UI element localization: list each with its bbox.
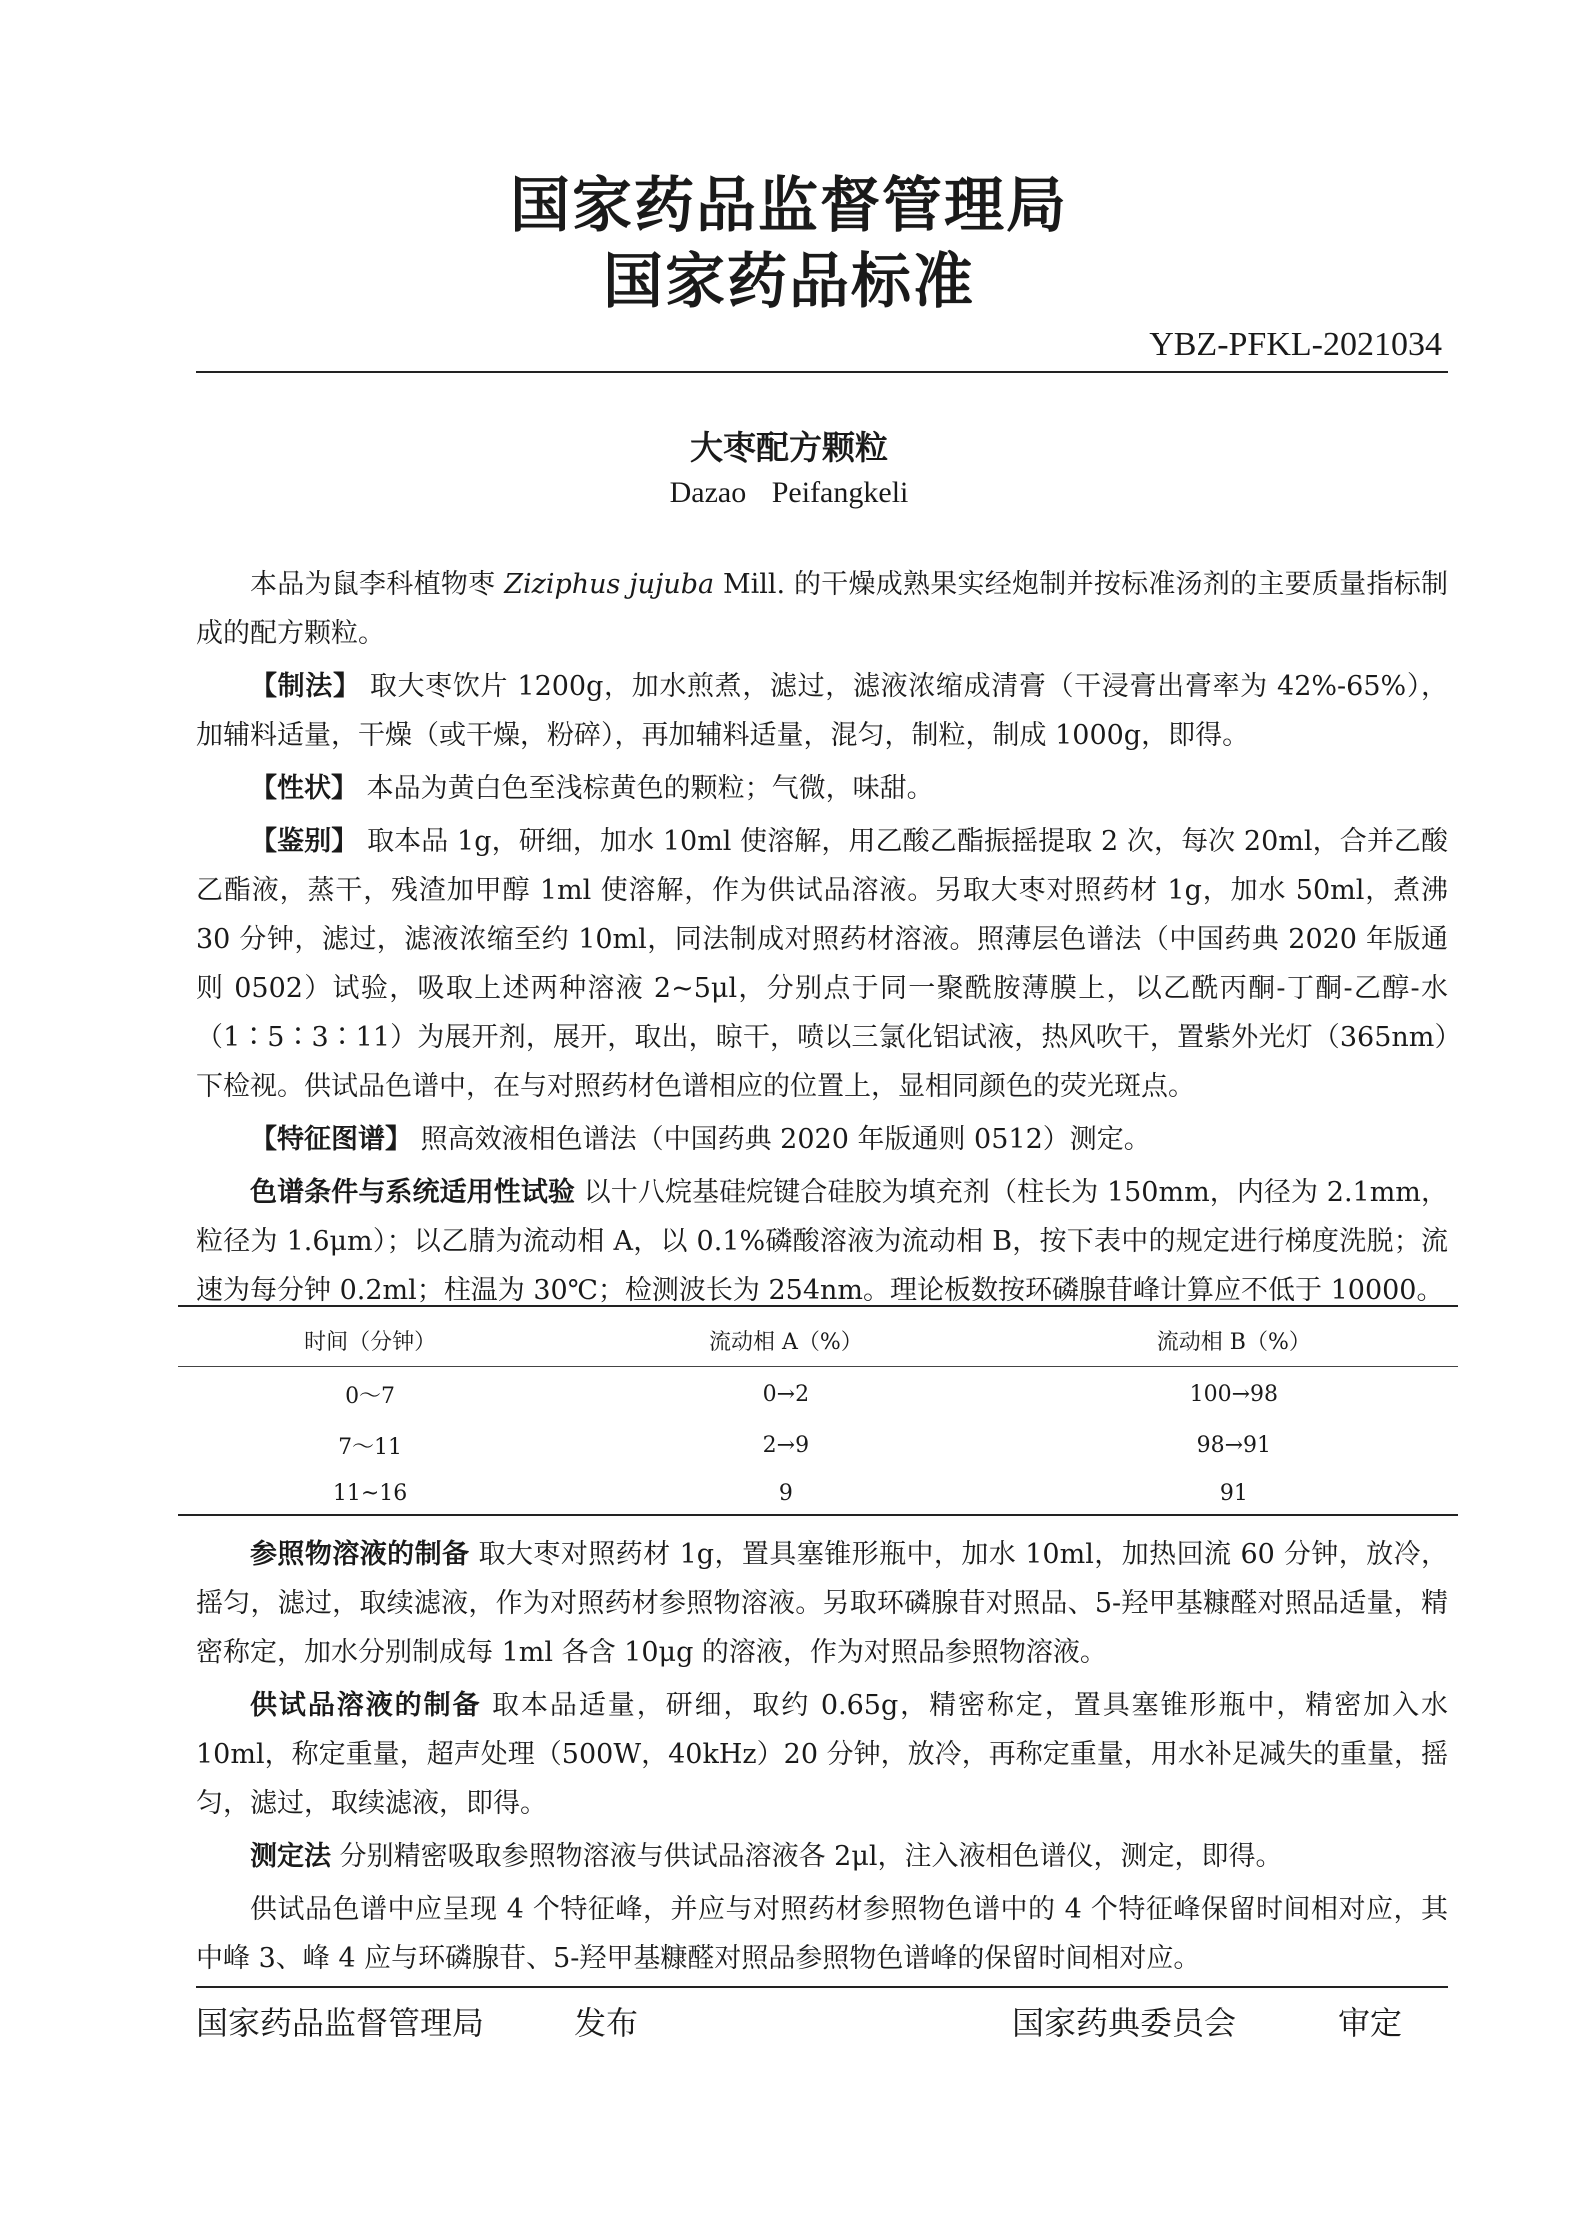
fingerprint-label: 【特征图谱】	[250, 1124, 412, 1155]
table-row	[178, 1469, 1458, 1515]
table-cell: 100→98	[1189, 1382, 1279, 1407]
standard-code: YBZ-PFKL-2021034	[1149, 326, 1442, 363]
test-solution-label: 供试品溶液的制备	[250, 1690, 482, 1721]
table-cell: 0→2	[762, 1382, 810, 1407]
standard-title: 国家药品标准	[603, 247, 975, 317]
method-label: 【制法】	[250, 671, 361, 702]
table-header-row	[178, 1306, 1458, 1367]
character-label: 【性状】	[250, 773, 358, 804]
character-paragraph: 【性状】 本品为黄白色至浅棕黄色的颗粒；气微，味甜。	[250, 773, 934, 804]
table-cell: 2→9	[762, 1433, 810, 1458]
latin-name: Ziziphus jujuba	[504, 569, 715, 600]
footer-publisher: 国家药品监督管理局	[196, 2004, 485, 2042]
table-cell: 98→91	[1196, 1433, 1272, 1458]
identification-label: 【鉴别】	[250, 826, 359, 857]
identification-paragraph: 【鉴别】 取本品 1g，研细，加水 10ml 使溶解，用乙酸乙酯振摇提取 2 次，每次 20ml，合并乙酸乙酯液，蒸干，残渣加甲醇 1ml 使溶解，作为供试品溶液。另取大枣对照药材 1g，加水 50ml，煮沸 30 分钟，滤过，滤液浓缩至约 10ml，同法制成对照药材溶液。照薄层色谱法（中国药典 2020 年版通则 0502）试验，吸取上述两种溶液 2~5μl，分别点于同一聚酰胺薄膜上，以乙酰丙酮-丁酮-乙醇-水（1∶5∶3∶11）为展开剂，展开，取出，晾干，喷以三氯化铝试液，热风吹干，置紫外光灯（365nm）下检视。供试品色谱中，在与对照药材色谱相应的位置上，显相同颜色的荧光斑点。	[196, 826, 1449, 1102]
conclusion-paragraph: 供试品色谱中应呈现 4 个特征峰，并应与对照药材参照物色谱中的 4 个特征峰保留时间相对应，其中峰 3、峰 4 应与环磷腺苷、5-羟甲基糠醛对照品参照物色谱峰的保留时间相对应。	[196, 1894, 1448, 1974]
fingerprint-paragraph: 【特征图谱】 照高效液相色谱法（中国药典 2020 年版通则 0512）测定。	[250, 1124, 1151, 1155]
intro-paragraph: 本品为鼠李科植物枣 Ziziphus jujuba Mill. 的干燥成熟果实经炮制并按标准汤剂的主要质量指标制成的配方颗粒。	[196, 569, 1448, 649]
body-lower	[196, 1530, 1448, 1987]
reference-solution-paragraph: 参照物溶液的制备 取大枣对照药材 1g，置具塞锥形瓶中，加水 10ml，加热回流 60 分钟，放冷，摇匀，滤过，取续滤液，作为对照药材参照物溶液。另取环磷腺苷对照品、5-羟甲基糠醛对照品适量，精密称定，加水分别制成每 1ml 各含 10μg 的溶液，作为对照品参照物溶液。	[196, 1539, 1449, 1668]
table-cell: 7～11	[338, 1435, 403, 1460]
table-row	[178, 1367, 1458, 1419]
footer-reviewer: 国家药典委员会	[1012, 2004, 1237, 2042]
table-cell: 91	[1010, 1469, 1458, 1515]
test-solution-paragraph: 供试品溶液的制备 取本品适量，研细，取约 0.65g，精密称定，置具塞锥形瓶中，精密加入水 10ml，称定重量，超声处理（500W，40kHz）20 分钟，放冷，再称定重量，用水补足减失的重量，摇匀，滤过，取续滤液，即得。	[196, 1690, 1448, 1819]
chromatography-paragraph: 色谱条件与系统适用性试验 以十八烷基硅烷键合硅胶为填充剂（柱长为 150mm，内径为 2.1mm，粒径为 1.6μm）；以乙腈为流动相 A，以 0.1%磷酸溶液为流动相 B，按下表中的规定进行梯度洗脱；流速为每分钟 0.2ml；柱温为 30℃；检测波长为 254nm。理论板数按环磷腺苷峰计算应不低于 10000。	[196, 1177, 1448, 1306]
footer-publish-label: 发布	[574, 2004, 639, 2042]
chromatography-label: 色谱条件与系统适用性试验	[250, 1177, 576, 1208]
assay-label: 测定法	[250, 1841, 331, 1872]
column-header-time: 时间（分钟）	[178, 1306, 562, 1367]
table-cell: 0～7	[345, 1384, 396, 1409]
footer-rule	[196, 1986, 1448, 1988]
column-header-phase-b: 流动相 B（%）	[1010, 1306, 1458, 1367]
issuing-agency-title: 国家药品监督管理局	[510, 171, 1068, 241]
product-name-cn: 大枣配方颗粒	[690, 428, 888, 467]
product-name-pinyin: Dazao Peifangkeli	[669, 476, 909, 509]
column-header-phase-a: 流动相 A（%）	[562, 1306, 1010, 1367]
body-upper	[196, 560, 1448, 1319]
method-paragraph: 【制法】 取大枣饮片 1200g，加水煎煮，滤过，滤液浓缩成清膏（干浸膏出膏率为 42%-65%），加辅料适量，干燥（或干燥，粉碎），再加辅料适量，混匀，制粒，制成 1000g，即得。	[196, 671, 1448, 751]
assay-paragraph: 测定法 分别精密吸取参照物溶液与供试品溶液各 2μl，注入液相色谱仪，测定，即得。	[250, 1841, 1283, 1872]
table-row	[178, 1418, 1458, 1469]
header-rule	[196, 371, 1448, 373]
table-cell: 11~16	[178, 1469, 562, 1515]
table-cell: 9	[562, 1469, 1010, 1515]
gradient-table	[178, 1305, 1458, 1516]
footer-review-label: 审定	[1338, 2004, 1403, 2042]
reference-solution-label: 参照物溶液的制备	[250, 1539, 470, 1570]
